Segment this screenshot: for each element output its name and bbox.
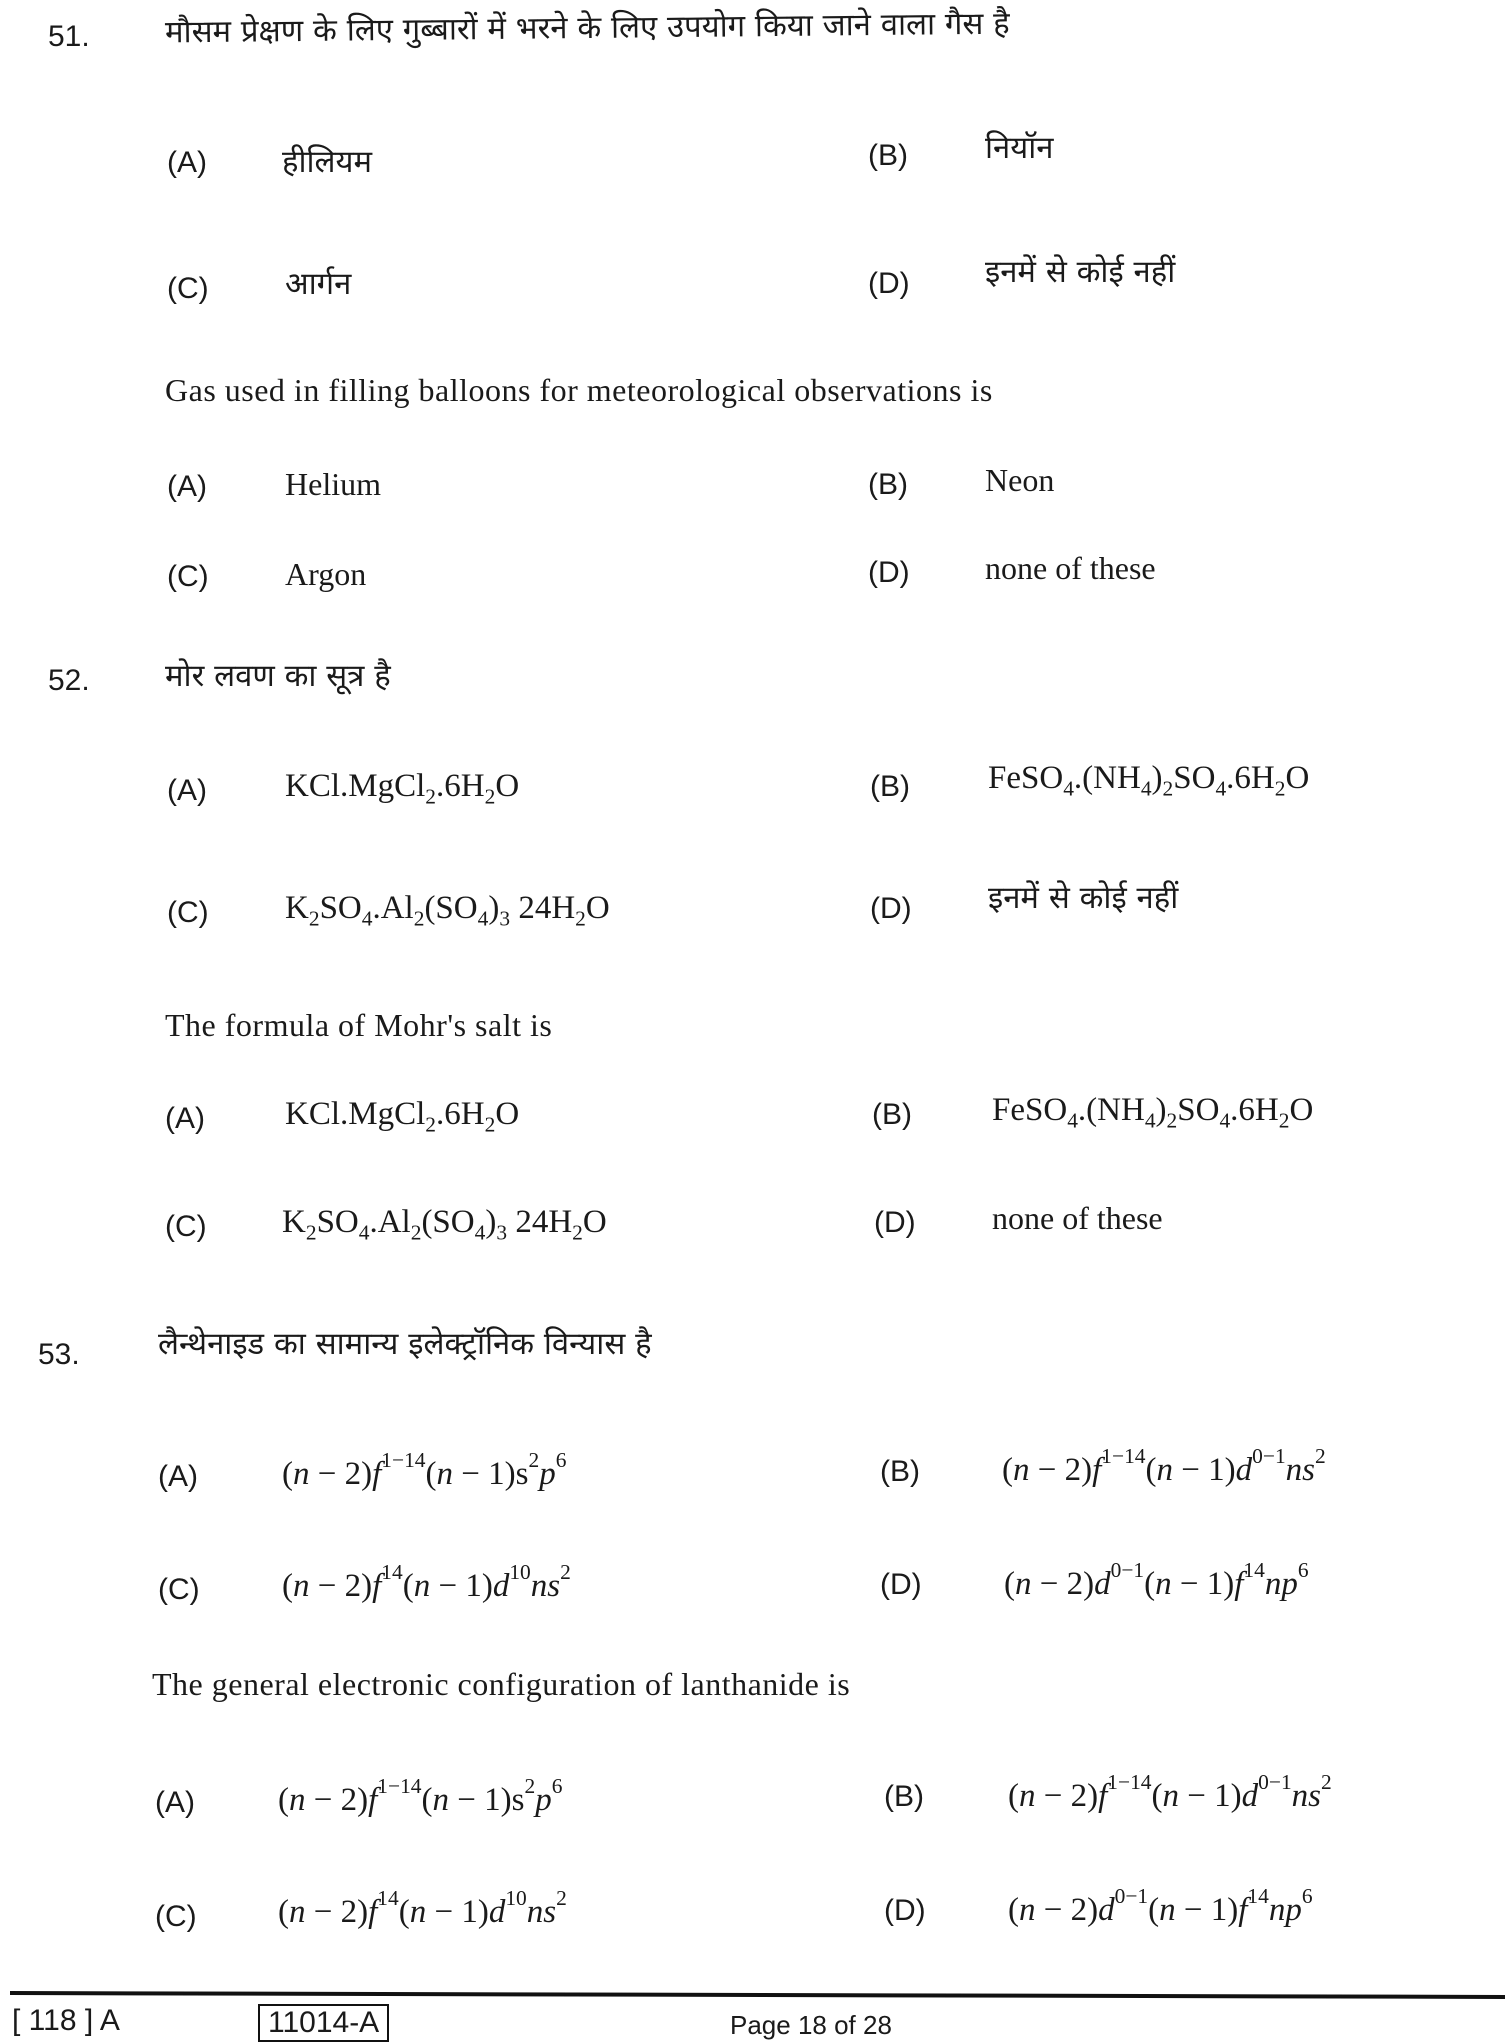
q53-en-option-a-label: (A) xyxy=(155,1786,195,1819)
q52-en-option-a-formula: $KCl.MgCl_2.6H_2O$ xyxy=(285,1096,520,1137)
q52-en-option-d-label: (D) xyxy=(874,1206,916,1239)
q52-en-option-c-formula: $K_2SO_4.Al_2(SO_4)_3$ $24H_2O$ xyxy=(282,1204,607,1245)
q52-en-option-c-label: (C) xyxy=(165,1210,207,1243)
q52-en-option-d-text: none of these xyxy=(992,1200,1163,1236)
question-51-hindi-stem: मौसम प्रेक्षण के लिए गुब्बारों में भरने के लिए उपयोग किया जाने वाला गैस है xyxy=(164,5,1010,51)
q53-en-option-a-formula: $(n - 2)f^{1-14}(n - 1)s^2p^6$ xyxy=(278,1773,563,1818)
question-53-hindi-stem: लैन्थेनाइड का सामान्य इलेक्ट्रॉनिक विन्यास है xyxy=(158,1326,652,1362)
q51-en-option-d-label: (D) xyxy=(868,556,910,589)
q53-en-option-c-label: (C) xyxy=(155,1900,197,1933)
q51-hi-option-d-text: इनमें से कोई नहीं xyxy=(985,254,1176,290)
question-52-hindi-stem: मोर लवण का सूत्र है xyxy=(165,658,391,694)
paper-code: [ 118 ] A xyxy=(12,2004,120,2037)
q52-en-option-b-label: (B) xyxy=(872,1098,912,1131)
question-51-english-stem: Gas used in filling balloons for meteorological observations is xyxy=(165,372,993,408)
question-number-52: 52. xyxy=(48,664,90,697)
q52-hi-option-a-formula: $KCl.MgCl_2.6H_2O$ xyxy=(285,768,520,809)
q53-en-option-b-label: (B) xyxy=(884,1780,924,1813)
q53-en-option-d-label: (D) xyxy=(884,1894,926,1927)
q53-hi-option-b-formula: $(n - 2)f^{1-14}(n - 1)d^{0-1}ns^2$ xyxy=(1002,1443,1326,1488)
q51-en-option-a-text: Helium xyxy=(285,466,381,502)
q51-en-option-b-text: Neon xyxy=(985,462,1055,498)
q53-hi-option-c-label: (C) xyxy=(158,1573,200,1606)
question-52-english-stem: The formula of Mohr's salt is xyxy=(165,1007,553,1043)
q53-en-option-c-formula: $(n - 2)f^{14}(n - 1)d^{10}ns^2$ xyxy=(278,1885,567,1930)
q52-hi-option-a-label: (A) xyxy=(167,774,207,807)
q51-en-option-c-label: (C) xyxy=(167,560,209,593)
q53-hi-option-d-label: (D) xyxy=(880,1568,922,1601)
q53-hi-option-d-formula: $(n - 2)d^{0-1}(n - 1)f^{14}np^6$ xyxy=(1004,1557,1309,1602)
q53-hi-option-a-label: (A) xyxy=(158,1460,198,1493)
q52-en-option-b-formula: $FeSO_4.(NH_4)_2SO_4.6H_2O$ xyxy=(992,1092,1314,1133)
q51-hi-option-c-text: आर्गन xyxy=(285,266,352,302)
q53-en-option-d-formula: $(n - 2)d^{0-1}(n - 1)f^{14}np^6$ xyxy=(1008,1883,1313,1928)
q53-hi-option-b-label: (B) xyxy=(880,1455,920,1488)
q53-hi-option-a-formula: $(n - 2)f^{1-14}(n - 1)s^2p^6$ xyxy=(282,1447,567,1492)
q53-hi-option-c-formula: $(n - 2)f^{14}(n - 1)d^{10}ns^2$ xyxy=(282,1559,571,1604)
q51-hi-option-b-text: नियॉन xyxy=(985,130,1054,166)
q51-hi-option-a-text: हीलियम xyxy=(282,144,373,180)
question-number-51: 51. xyxy=(48,20,90,53)
q51-en-option-c-text: Argon xyxy=(285,556,367,592)
question-number-53: 53. xyxy=(38,1338,80,1371)
q51-hi-option-c-label: (C) xyxy=(167,272,209,305)
q51-hi-option-a-label: (A) xyxy=(167,146,207,179)
set-code-box: 11014-A xyxy=(258,2004,389,2042)
q52-hi-option-b-label: (B) xyxy=(870,770,910,803)
q52-en-option-a-label: (A) xyxy=(165,1102,205,1135)
q51-en-option-a-label: (A) xyxy=(167,470,207,503)
q51-hi-option-d-label: (D) xyxy=(868,267,910,300)
q53-en-option-b-formula: $(n - 2)f^{1-14}(n - 1)d^{0-1}ns^2$ xyxy=(1008,1769,1332,1814)
q51-en-option-b-label: (B) xyxy=(868,468,908,501)
footer-divider xyxy=(10,1991,1505,1999)
q52-hi-option-c-formula: $K_2SO_4.Al_2(SO_4)_3$ $24H_2O$ xyxy=(285,890,610,931)
q52-hi-option-d-text: इनमें से कोई नहीं xyxy=(988,880,1179,916)
q51-en-option-d-text: none of these xyxy=(985,550,1156,586)
q51-hi-option-b-label: (B) xyxy=(868,139,908,172)
page-number: Page 18 of 28 xyxy=(730,2010,892,2040)
q52-hi-option-b-formula: $FeSO_4.(NH_4)_2SO_4.6H_2O$ xyxy=(988,760,1310,801)
question-53-english-stem: The general electronic configuration of lanthanide is xyxy=(152,1666,851,1702)
q52-hi-option-d-label: (D) xyxy=(870,892,912,925)
q52-hi-option-c-label: (C) xyxy=(167,896,209,929)
